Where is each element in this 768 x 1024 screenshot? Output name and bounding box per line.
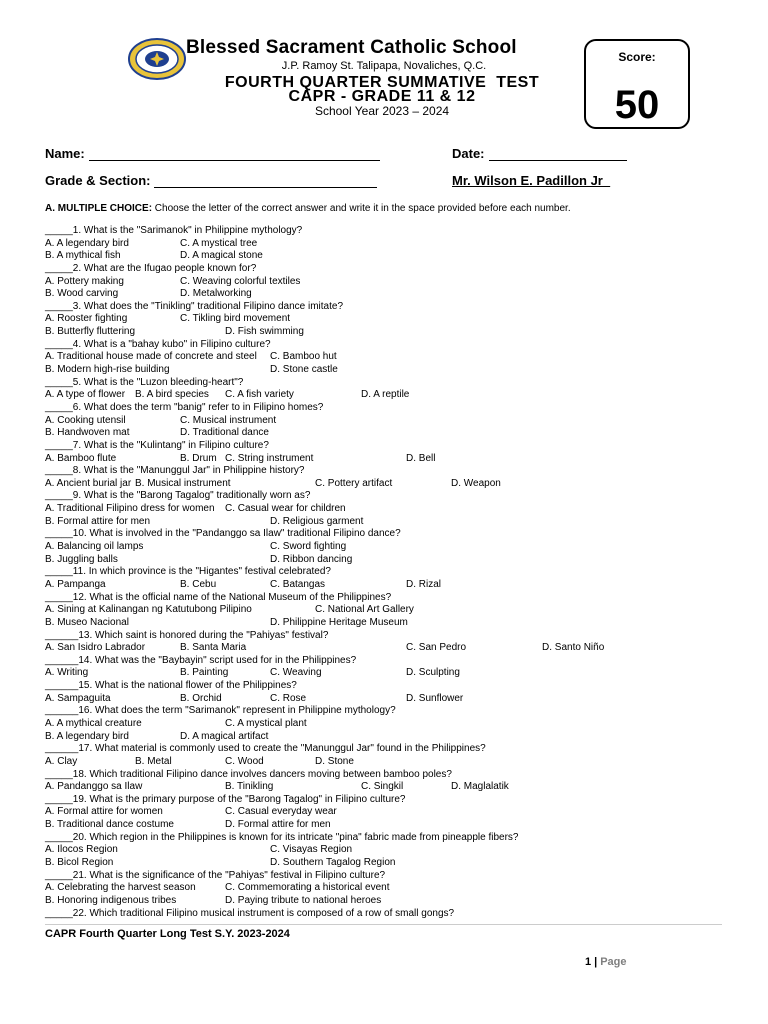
choices-row <box>45 541 745 554</box>
choice-text: D. Ribbon dancing <box>270 553 353 565</box>
choices-row <box>45 276 745 289</box>
choices-row <box>45 604 745 617</box>
question-text: ______15. What is the national flower of the Philippines? <box>45 680 297 692</box>
question-text: _____22. Which traditional Filipino musical instrument is composed of a row of small gongs? <box>45 907 455 919</box>
choice-text: C. Commemorating a historical event <box>225 882 390 894</box>
question-row <box>45 490 745 503</box>
choice-text: C. Singkil <box>361 781 404 793</box>
choice-text: D. A reptile <box>361 389 410 401</box>
choice-text: A. Clay <box>45 755 78 767</box>
question-row <box>45 655 745 668</box>
question-text: ______16. What does the term "Sarimanok" represent in Philippine mythology? <box>45 705 396 717</box>
choice-text: A. A mythical creature <box>45 717 142 729</box>
question-row <box>45 832 745 845</box>
instructions-label: A. MULTIPLE CHOICE: <box>45 203 153 214</box>
question-text: _____10. What is involved in the "Pandanggo sa Ilaw" traditional Filipino dance? <box>45 528 401 540</box>
choice-text: A. San Isidro Labrador <box>45 642 146 654</box>
choice-text: A. Pandanggo sa Ilaw <box>45 781 143 793</box>
teacher-name: Mr. Wilson E. Padillon Jr_ <box>452 173 611 188</box>
choice-text: B. Formal attire for men <box>45 515 151 527</box>
question-row <box>45 377 745 390</box>
choices-row <box>45 313 745 326</box>
choice-text: C. A mystical tree <box>180 237 258 249</box>
choices-row <box>45 364 745 377</box>
choice-text: B. Tinikling <box>225 781 274 793</box>
question-row <box>45 769 745 782</box>
choice-text: B. Painting <box>180 667 229 679</box>
choice-text: A. A type of flower <box>45 389 126 401</box>
choice-text: C. Weaving <box>270 667 322 679</box>
choice-text: D. Religious garment <box>270 515 364 527</box>
choices-row <box>45 503 745 516</box>
choice-text: A. Sampaguita <box>45 692 111 704</box>
choice-text: C. Batangas <box>270 578 326 590</box>
choice-text: B. Metal <box>135 755 172 767</box>
choice-text: C. Casual everyday wear <box>225 806 337 818</box>
choice-text: C. San Pedro <box>406 642 467 654</box>
choices-row <box>45 667 745 680</box>
choices-row <box>45 415 745 428</box>
choice-text: D. Sculpting <box>406 667 460 679</box>
date-label: Date: <box>452 146 485 161</box>
choice-text: D. Formal attire for men <box>225 819 331 831</box>
choices-row <box>45 516 745 529</box>
page-number-value: 1 <box>585 956 592 968</box>
question-row <box>45 592 745 605</box>
choice-text: B. Traditional dance costume <box>45 819 174 831</box>
choice-text: D. A magical artifact <box>180 730 269 742</box>
choice-text: D. Bell <box>406 452 436 464</box>
choice-text: D. Santo Niño <box>542 642 605 654</box>
question-text: _____11. In which province is the "Higantes" festival celebrated? <box>45 566 331 578</box>
date-field[interactable] <box>452 146 627 161</box>
question-row <box>45 630 745 643</box>
score-value: 50 <box>614 83 660 127</box>
choice-text: D. Weapon <box>451 477 501 489</box>
choice-text: C. Pottery artifact <box>315 477 393 489</box>
school-year-text: School Year 2023 – 2024 <box>314 104 450 118</box>
choice-text: A. Pampanga <box>45 578 106 590</box>
choice-text: B. Honoring indigenous tribes <box>45 894 177 906</box>
choice-text: B. Drum <box>180 452 217 464</box>
choice-text: B. Musical instrument <box>135 477 231 489</box>
choice-text: B. A legendary bird <box>45 730 129 742</box>
question-row <box>45 680 745 693</box>
choice-text: A. Formal attire for women <box>45 806 163 818</box>
choice-text: A. Traditional house made of concrete and steel <box>45 351 257 363</box>
choice-text: B. Juggling balls <box>45 553 118 565</box>
question-text: _____8. What is the "Manunggul Jar" in Philippine history? <box>45 465 305 477</box>
choice-text: D. Stone castle <box>270 364 338 376</box>
choice-text: D. Sunflower <box>406 692 464 704</box>
choices-row <box>45 389 745 402</box>
choices-row <box>45 326 745 339</box>
choice-text: A. Ancient burial jar <box>45 477 132 489</box>
choice-text: D. Southern Tagalog Region <box>270 857 396 869</box>
choice-text: B. Orchid <box>180 692 222 704</box>
choice-text: B. A bird species <box>135 389 209 401</box>
question-row <box>45 339 745 352</box>
choice-text: A. Sining at Kalinangan ng Katutubong Pilipino <box>45 604 252 616</box>
choice-text: A. Cooking utensil <box>45 414 126 426</box>
choice-text: D. Philippine Heritage Museum <box>270 616 408 628</box>
choice-text: D. Maglalatik <box>451 781 509 793</box>
question-row <box>45 301 745 314</box>
choices-row <box>45 579 745 592</box>
choice-text: D. Fish swimming <box>225 326 304 338</box>
choice-text: C. Tikling bird movement <box>180 313 291 325</box>
choice-text: B. Bicol Region <box>45 857 114 869</box>
question-row <box>45 794 745 807</box>
choices-row <box>45 288 745 301</box>
choice-text: B. A mythical fish <box>45 250 121 262</box>
question-row <box>45 402 745 415</box>
choices-row <box>45 844 745 857</box>
question-row <box>45 743 745 756</box>
question-row <box>45 908 745 921</box>
choice-text: C. Weaving colorful textiles <box>180 275 301 287</box>
question-text: _____12. What is the official name of the National Museum of the Philippines? <box>45 591 392 603</box>
page-number <box>585 956 627 968</box>
choice-text: A. Celebrating the harvest season <box>45 882 196 894</box>
choices-row <box>45 819 745 832</box>
choices-row <box>45 453 745 466</box>
question-list <box>45 225 745 920</box>
choice-text: A. Rooster fighting <box>45 313 128 325</box>
question-row <box>45 870 745 883</box>
question-text: ______17. What material is commonly used to create the "Manunggul Jar" found in the Philippines? <box>45 743 486 755</box>
footer-divider <box>45 924 722 925</box>
choice-text: B. Santa Maria <box>180 642 247 654</box>
choices-row <box>45 781 745 794</box>
question-text: _____21. What is the significance of the "Pahiyas" festival in Filipino culture? <box>45 869 386 881</box>
question-text: _____2. What are the Ifugao people known for? <box>45 262 257 274</box>
choices-row <box>45 693 745 706</box>
question-row <box>45 465 745 478</box>
grade-section-label: Grade & Section: <box>45 173 151 188</box>
test-subtitle-text: CAPR - GRADE 11 & 12 <box>288 88 476 105</box>
choices-row <box>45 427 745 440</box>
question-row <box>45 225 745 238</box>
question-row <box>45 705 745 718</box>
document-header <box>0 0 768 140</box>
choice-text: C. Bamboo hut <box>270 351 337 363</box>
question-text: _____5. What is the "Luzon bleeding-heart"? <box>45 376 244 388</box>
question-text: _____7. What is the "Kulintang" in Filipino culture? <box>45 439 269 451</box>
score-box <box>584 39 690 129</box>
question-text: _____18. Which traditional Filipino dance involves dancers moving between bamboo poles? <box>45 768 452 780</box>
choice-text: A. Ilocos Region <box>45 844 118 856</box>
choice-text: D. Metalworking <box>180 288 252 300</box>
choices-row <box>45 731 745 744</box>
question-row <box>45 263 745 276</box>
choice-text: A. Balancing oil lamps <box>45 541 144 553</box>
page-number-separator: | <box>594 956 598 968</box>
choice-text: C. Casual wear for children <box>225 503 346 515</box>
question-row <box>45 440 745 453</box>
choice-text: B. Handwoven mat <box>45 427 130 439</box>
choice-text: D. Traditional dance <box>180 427 269 439</box>
page-label: Page <box>600 956 627 968</box>
choice-text: A. Bamboo flute <box>45 452 117 464</box>
question-row <box>45 566 745 579</box>
choice-text: B. Museo Nacional <box>45 616 129 628</box>
choices-row <box>45 554 745 567</box>
question-text: _____9. What is the "Barong Tagalog" traditionally worn as? <box>45 490 311 502</box>
choices-row <box>45 351 745 364</box>
choice-text: C. Wood <box>225 755 264 767</box>
choice-text: C. Musical instrument <box>180 414 277 426</box>
choices-row <box>45 250 745 263</box>
choices-row <box>45 238 745 251</box>
choice-text: D. A magical stone <box>180 250 263 262</box>
choices-row <box>45 895 745 908</box>
score-label: Score: <box>618 50 656 64</box>
choice-text: B. Wood carving <box>45 288 119 300</box>
grade-section-field[interactable] <box>45 173 377 188</box>
name-line[interactable] <box>89 148 380 161</box>
name-label: Name: <box>45 146 85 161</box>
name-field[interactable] <box>45 146 380 161</box>
choice-text: A. Traditional Filipino dress for women <box>45 503 215 515</box>
instructions <box>45 203 571 214</box>
school-address-text: J.P. Ramoy St. Talipapa, Novaliches, Q.C. <box>281 60 487 72</box>
choices-row <box>45 857 745 870</box>
grade-section-line[interactable] <box>154 175 377 188</box>
choices-row <box>45 617 745 630</box>
choice-text: B. Cebu <box>180 578 217 590</box>
choices-row <box>45 718 745 731</box>
choice-text: D. Paying tribute to national heroes <box>225 894 382 906</box>
choices-row <box>45 478 745 491</box>
choice-text: A. Writing <box>45 667 89 679</box>
question-text: ______13. Which saint is honored during the "Pahiyas" festival? <box>45 629 329 641</box>
choice-text: C. Rose <box>270 692 307 704</box>
school-name: Blessed Sacrament Catholic School <box>186 37 517 58</box>
question-text: _____6. What does the term "banig" refer to in Filipino homes? <box>45 401 324 413</box>
choices-row <box>45 642 745 655</box>
choice-text: C. String instrument <box>225 452 314 464</box>
choice-text: A. Pottery making <box>45 275 124 287</box>
date-line[interactable] <box>489 148 627 161</box>
choices-row <box>45 806 745 819</box>
question-text: _____3. What does the "Tinikling" traditional Filipino dance imitate? <box>45 300 344 312</box>
question-text: _____20. Which region in the Philippines is known for its intricate "pina" fabric made from pineapple fibers? <box>45 831 519 843</box>
choice-text: C. Visayas Region <box>270 844 353 856</box>
choices-row <box>45 882 745 895</box>
question-text: _____19. What is the primary purpose of the "Barong Tagalog" in Filipino culture? <box>45 793 406 805</box>
test-title-text: FOURTH QUARTER SUMMATIVE TEST <box>224 74 540 91</box>
choice-text: B. Butterfly fluttering <box>45 326 136 338</box>
question-text: ______14. What was the "Baybayin" script used for in the Philippines? <box>45 654 357 666</box>
choice-text: D. Rizal <box>406 578 442 590</box>
choice-text: C. A fish variety <box>225 389 294 401</box>
choice-text: C. National Art Gallery <box>315 604 414 616</box>
question-text: _____1. What is the "Sarimanok" in Philippine mythology? <box>45 225 303 236</box>
choice-text: C. A mystical plant <box>225 717 307 729</box>
choice-text: A. A legendary bird <box>45 237 129 249</box>
choice-text: D. Stone <box>315 755 354 767</box>
choices-row <box>45 756 745 769</box>
question-text: _____4. What is a "bahay kubo" in Filipino culture? <box>45 338 271 350</box>
question-row <box>45 528 745 541</box>
choice-text: C. Sword fighting <box>270 541 347 553</box>
instructions-text: Choose the letter of the correct answer and write it in the space provided before each number. <box>152 203 571 214</box>
choice-text: B. Modern high-rise building <box>45 364 170 376</box>
footer-text: CAPR Fourth Quarter Long Test S.Y. 2023-2024 <box>45 928 290 940</box>
